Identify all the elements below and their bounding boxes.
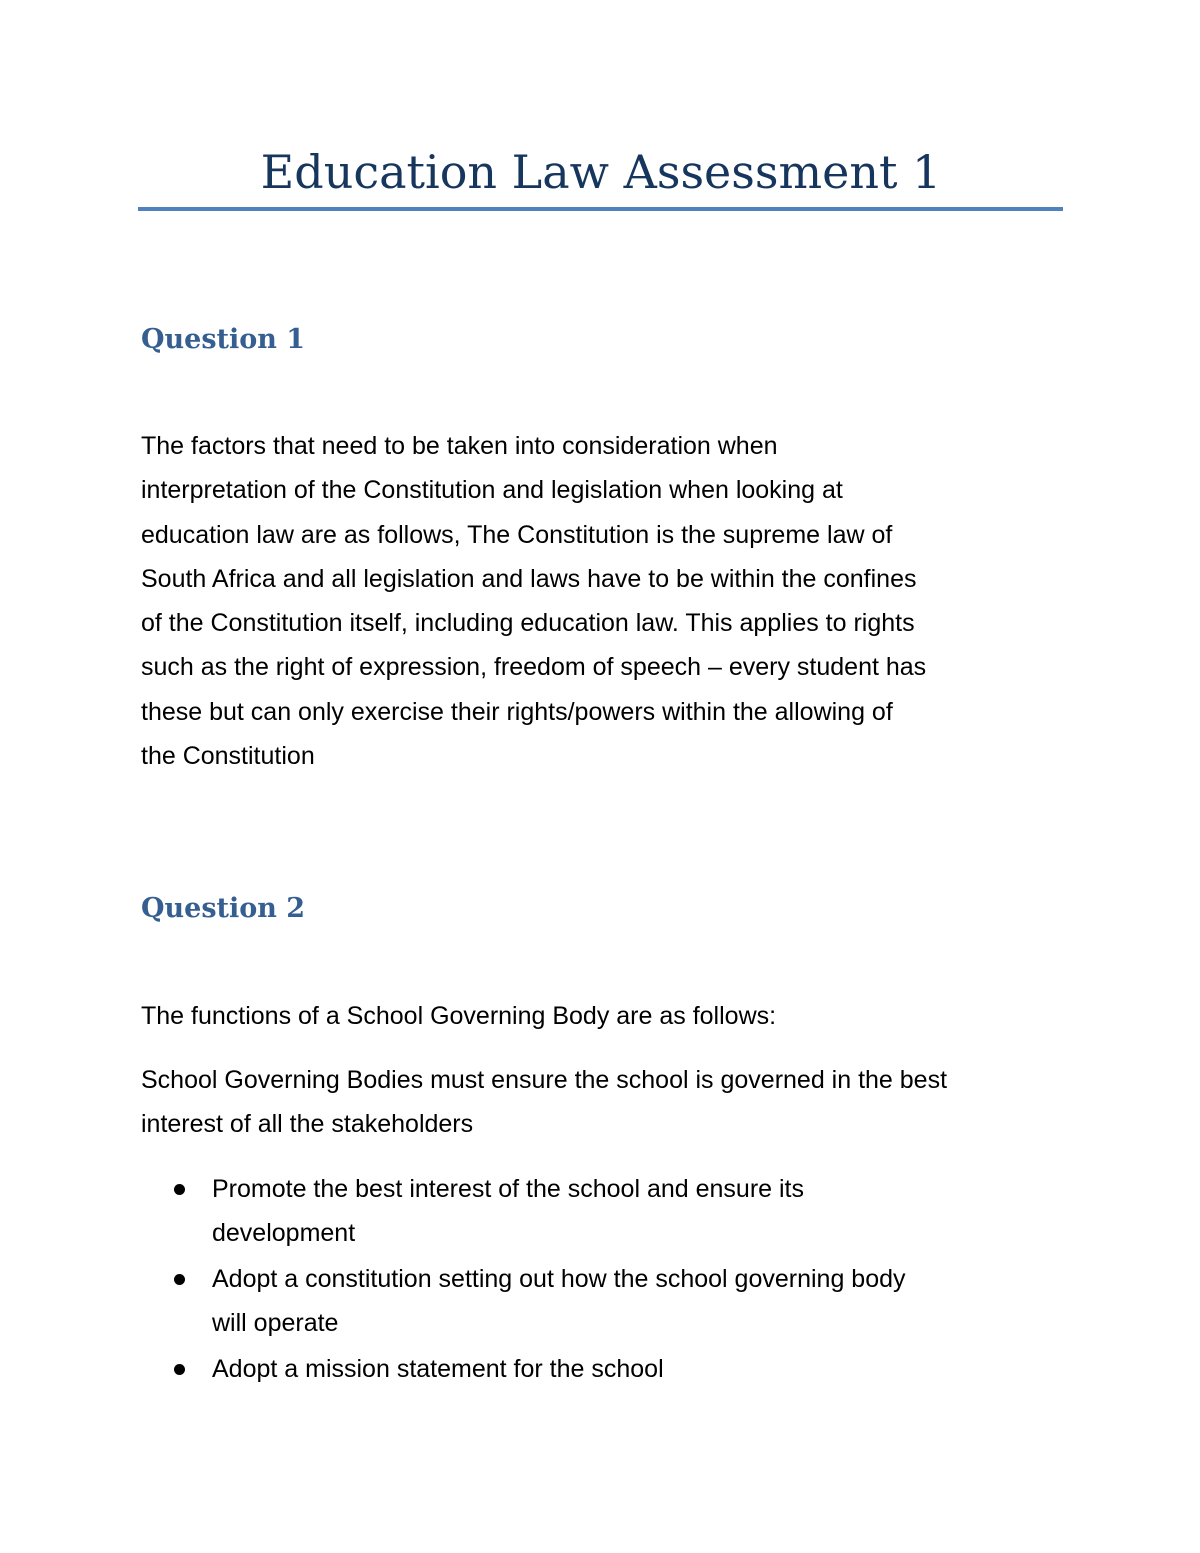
functions-bullet-list — [141, 1167, 1066, 1393]
question-2-paragraph — [141, 1058, 1066, 1147]
paragraph-line: interest of all the stakeholders — [141, 1110, 474, 1139]
question-1-answer — [141, 424, 1066, 778]
answer-line: the Constitution — [141, 742, 315, 771]
bullet-line: will operate — [212, 1309, 339, 1338]
bullet-line: Promote the best interest of the school and ensure its — [212, 1175, 805, 1203]
title-underline — [138, 207, 1063, 211]
answer-line: of the Constitution itself, including education law. This applies to rights — [141, 609, 915, 638]
intro-line: The functions of a School Governing Body are as follows: — [141, 1002, 777, 1030]
answer-line: The factors that need to be taken into consideration when — [141, 432, 778, 460]
answer-line: education law are as follows, The Constitution is the supreme law of — [141, 520, 893, 549]
answer-line: such as the right of expression, freedom of speech – every student has — [141, 653, 927, 682]
bullet-dot-icon — [174, 1184, 185, 1195]
question-1-heading: Question 1 — [141, 324, 306, 355]
answer-line: interpretation of the Constitution and legislation when looking at — [141, 476, 843, 505]
paragraph-line: School Governing Bodies must ensure the school is governed in the best — [141, 1066, 948, 1094]
bullet-item — [141, 1257, 1066, 1346]
bullet-item — [141, 1167, 1066, 1256]
answer-line: these but can only exercise their rights/powers within the allowing of — [141, 697, 893, 726]
bullet-line: Adopt a mission statement for the school — [212, 1355, 664, 1384]
bullet-dot-icon — [174, 1274, 185, 1285]
bullet-item — [141, 1347, 1066, 1391]
bullet-dot-icon — [174, 1364, 185, 1375]
question-2-intro — [141, 994, 1066, 1038]
document-title: Education Law Assessment 1 — [260, 145, 942, 199]
question-2-heading: Question 2 — [141, 893, 306, 924]
answer-line: South Africa and all legislation and laws have to be within the confines — [141, 564, 917, 593]
bullet-line: Adopt a constitution setting out how the school governing body — [212, 1265, 906, 1294]
bullet-line: development — [212, 1219, 356, 1248]
